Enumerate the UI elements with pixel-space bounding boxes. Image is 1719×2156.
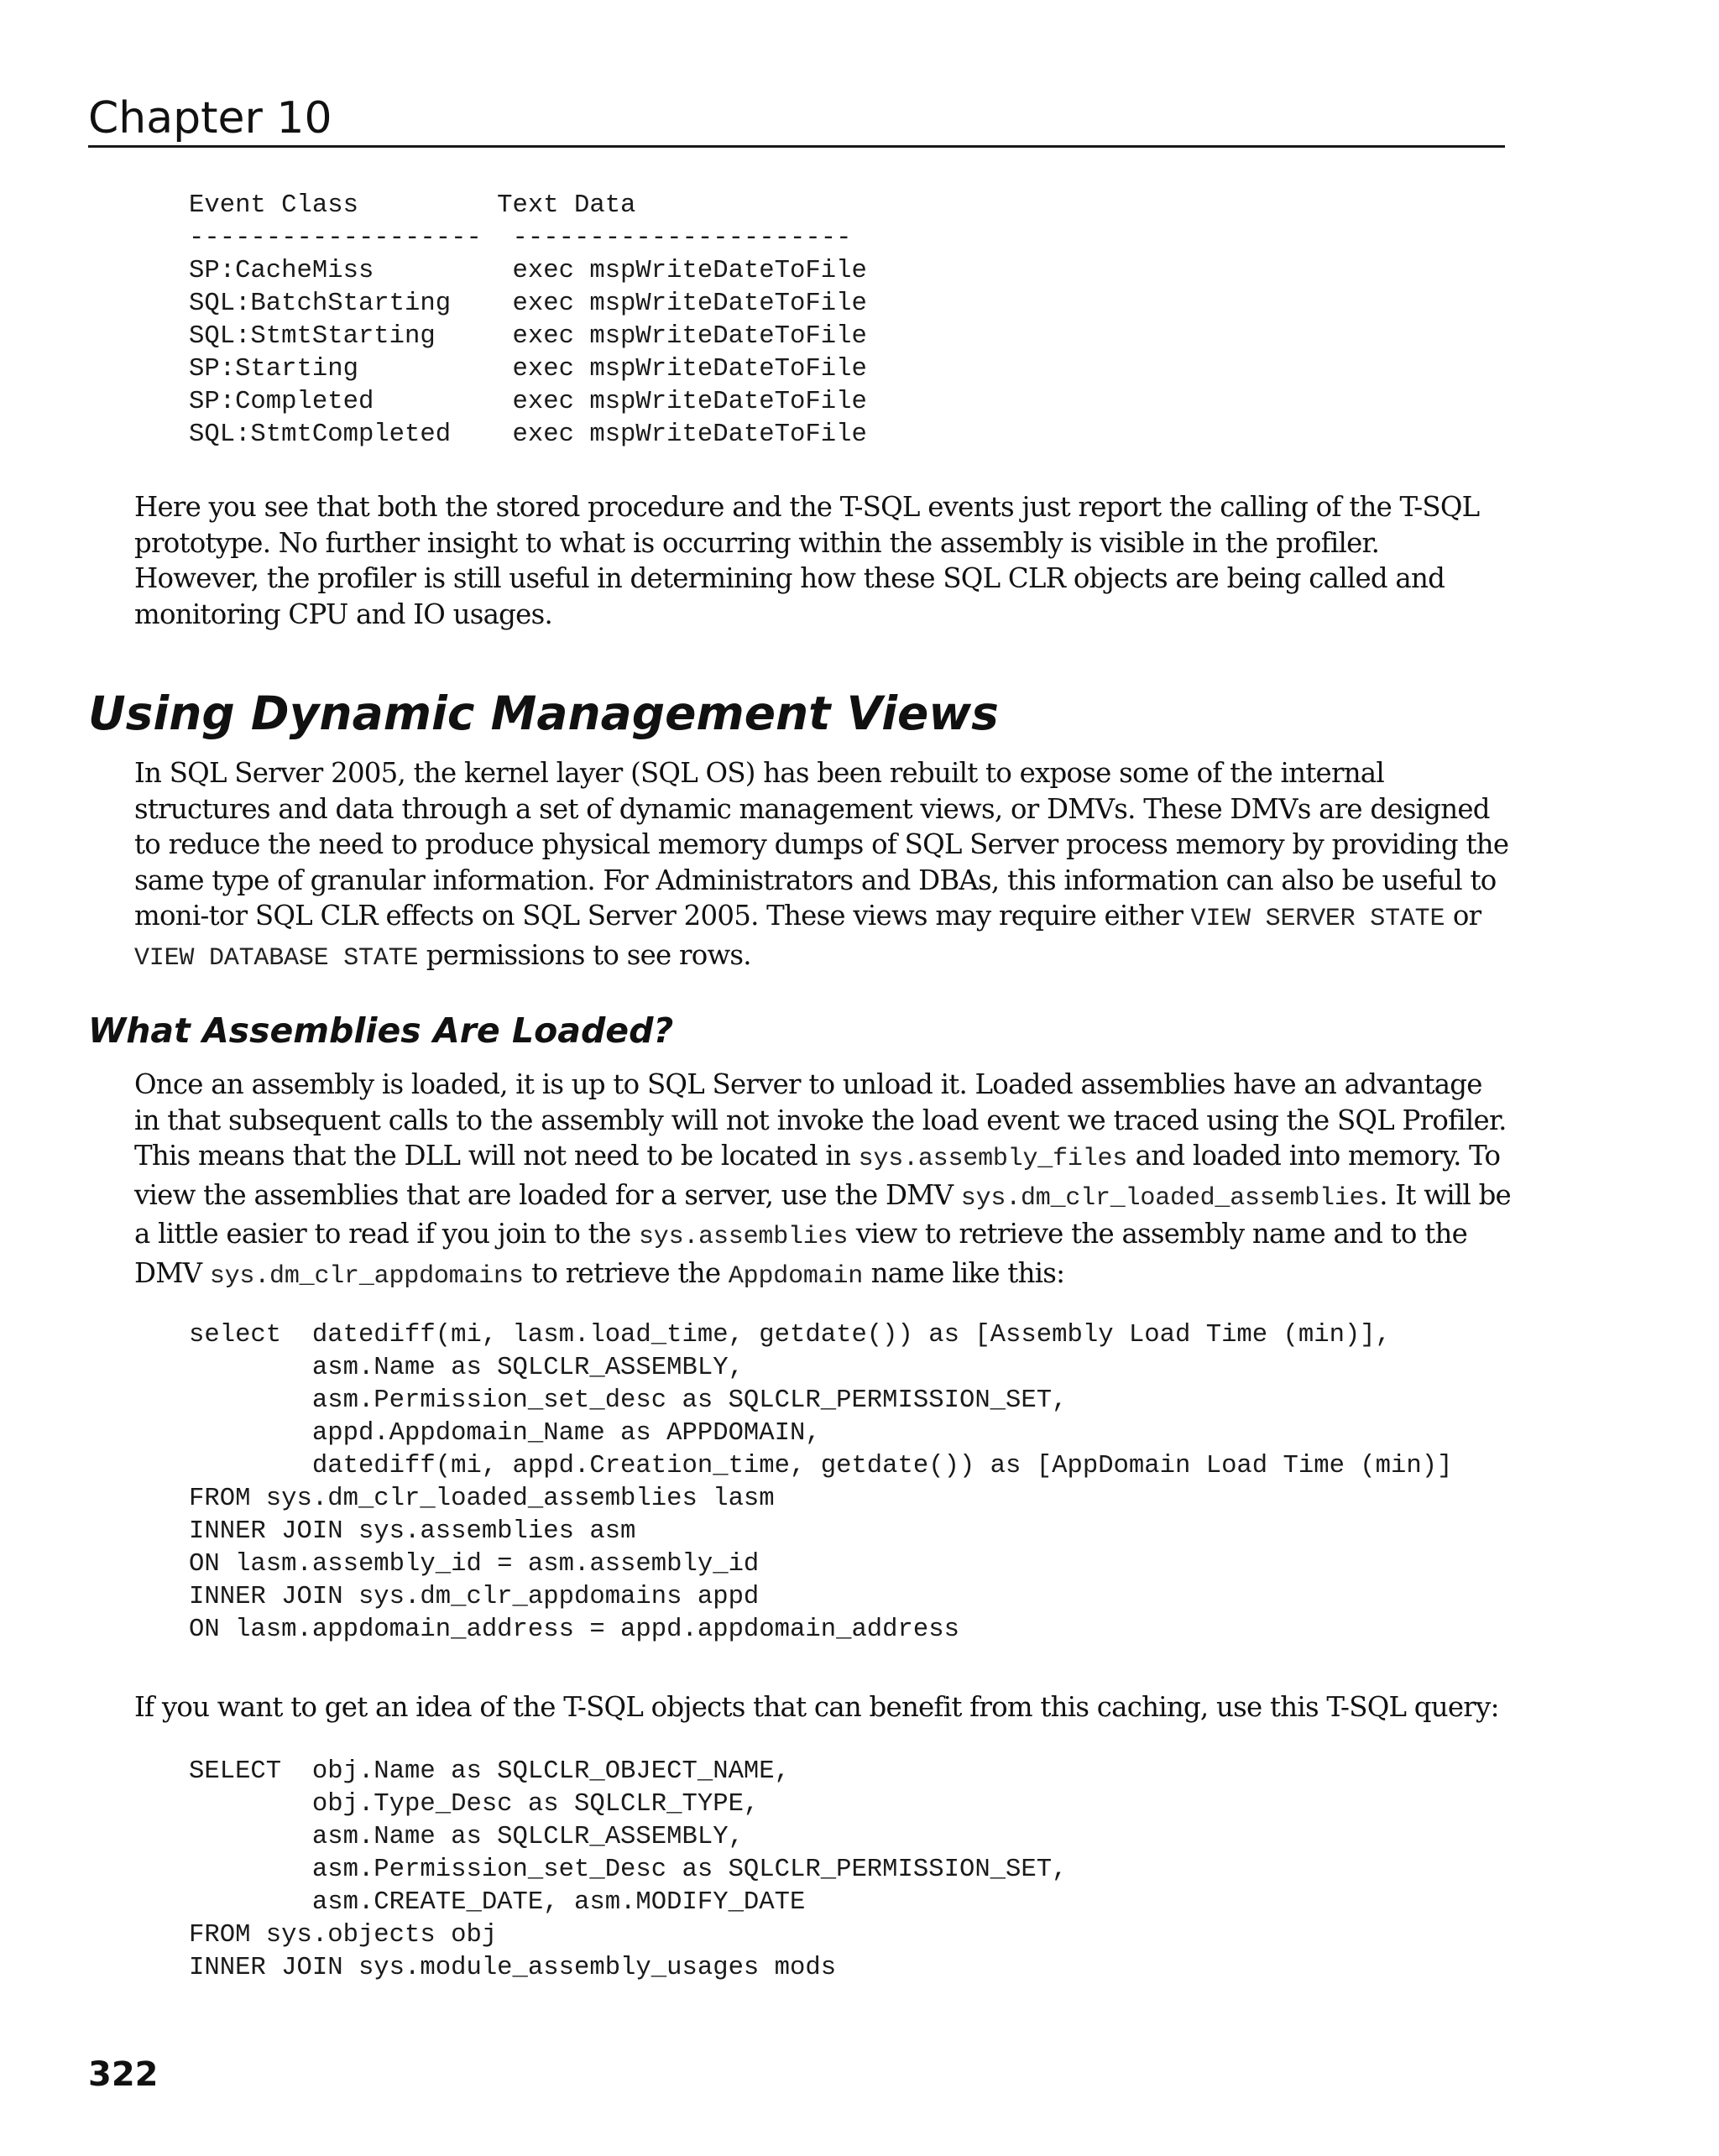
code-line: INNER JOIN sys.dm_clr_appdomains appd [189, 1583, 760, 1611]
inline-code: sys.dm_clr_appdomains [209, 1261, 524, 1291]
inline-code: sys.assemblies [638, 1223, 849, 1252]
code-line: asm.CREATE_DATE, asm.MODIFY_DATE [189, 1888, 806, 1917]
inline-code: Appdomain [728, 1261, 864, 1291]
code-line: SP:CacheMiss exec mspWriteDateToFile [189, 257, 867, 285]
trace-output-block [189, 190, 867, 452]
code-line: ON lasm.appdomain_address = appd.appdomain_address [189, 1616, 959, 1644]
inline-code: VIEW DATABASE STATE [134, 943, 419, 973]
code-line: asm.Name as SQLCLR_ASSEMBLY, [189, 1354, 744, 1382]
code-line: ON lasm.assembly_id = asm.assembly_id [189, 1550, 760, 1579]
inline-code: sys.assembly_files [858, 1145, 1128, 1174]
code-line: SP:Completed exec mspWriteDateToFile [189, 388, 867, 416]
code-line: ------------------- ---------------------- [189, 224, 852, 253]
code-block-objects-query [189, 1756, 1067, 1985]
code-line: FROM sys.objects obj [189, 1921, 498, 1950]
code-line: asm.Name as SQLCLR_ASSEMBLY, [189, 1823, 744, 1851]
chapter-title: Chapter 10 [88, 93, 332, 144]
paragraph-loaded-assemblies: Once an assembly is loaded, it is up to SQL Server to unload it. Loaded assemblies have an advantage in that subsequent calls to the assembly will not invoke the load event we traced using the SQL Profiler. This means that the DLL will not need to be located in sys.assembly_files and loaded into memory. To view the assemblies that are loaded for a server, use the DMV sys.dm_clr_loaded_assemblies. It will be a little easier to read if you join to the sys.assemblies view to retrieve the assembly name and to the DMV sys.dm_clr_appdomains to retrieve the Appdomain name like this: [134, 1068, 1511, 1291]
code-line: datediff(mi, appd.Creation_time, getdate()) as [AppDomain Load Time (min)] [189, 1452, 1453, 1480]
paragraph-caching-query-intro: If you want to get an idea of the T-SQL objects that can benefit from this caching, use this T-SQL query: [134, 1691, 1499, 1723]
inline-code: sys.dm_clr_loaded_assemblies [960, 1183, 1380, 1213]
subsection-heading: What Assemblies Are Loaded? [88, 1010, 674, 1051]
paragraph-profiler-summary: Here you see that both the stored procedure and the T-SQL events just report the calling of the T-SQL prototype. No further insight to what is occurring within the assembly is visible in the profiler. However, the profiler is still useful in determining how these SQL CLR objects are being called and monitoring CPU and IO usages. [134, 491, 1480, 630]
code-line: INNER JOIN sys.assemblies asm [189, 1517, 636, 1546]
code-line: Event Class Text Data [189, 191, 636, 220]
code-line: FROM sys.dm_clr_loaded_assemblies lasm [189, 1485, 775, 1513]
code-line: SQL:BatchStarting exec mspWriteDateToFile [189, 290, 867, 318]
code-line: select datediff(mi, lasm.load_time, getdate()) as [Assembly Load Time (min)], [189, 1321, 1392, 1349]
inline-code: VIEW SERVER STATE [1190, 905, 1445, 934]
code-block-loaded-assemblies-query [189, 1319, 1452, 1647]
code-line: SQL:StmtCompleted exec mspWriteDateToFile [189, 420, 867, 449]
paragraph-dmv-intro: In SQL Server 2005, the kernel layer (SQL OS) has been rebuilt to expose some of the internal structures and data through a set of dynamic management views, or DMVs. These DMVs are designed to reduce the need to produce physical memory dumps of SQL Server process memory by providing the same type of granular information. For Administrators and DBAs, this information can also be useful to moni-tor SQL CLR effects on SQL Server 2005. These views may require either VIEW SERVER STATE or VIEW DATABASE STATE permissions to see rows. [134, 757, 1509, 973]
code-line: INNER JOIN sys.module_assembly_usages mods [189, 1954, 837, 1982]
code-line: appd.Appdomain_Name as APPDOMAIN, [189, 1419, 821, 1448]
section-heading: Using Dynamic Management Views [88, 686, 999, 740]
chapter-header [88, 86, 1505, 148]
code-line: SP:Starting exec mspWriteDateToFile [189, 355, 867, 384]
code-line: asm.Permission_set_Desc as SQLCLR_PERMISSION_SET, [189, 1856, 1068, 1884]
page-number: 322 [88, 2055, 159, 2094]
code-line: asm.Permission_set_desc as SQLCLR_PERMISSION_SET, [189, 1386, 1068, 1415]
code-line: SQL:StmtStarting exec mspWriteDateToFile [189, 322, 867, 351]
code-line: obj.Type_Desc as SQLCLR_TYPE, [189, 1790, 760, 1819]
code-line: SELECT obj.Name as SQLCLR_OBJECT_NAME, [189, 1757, 791, 1786]
